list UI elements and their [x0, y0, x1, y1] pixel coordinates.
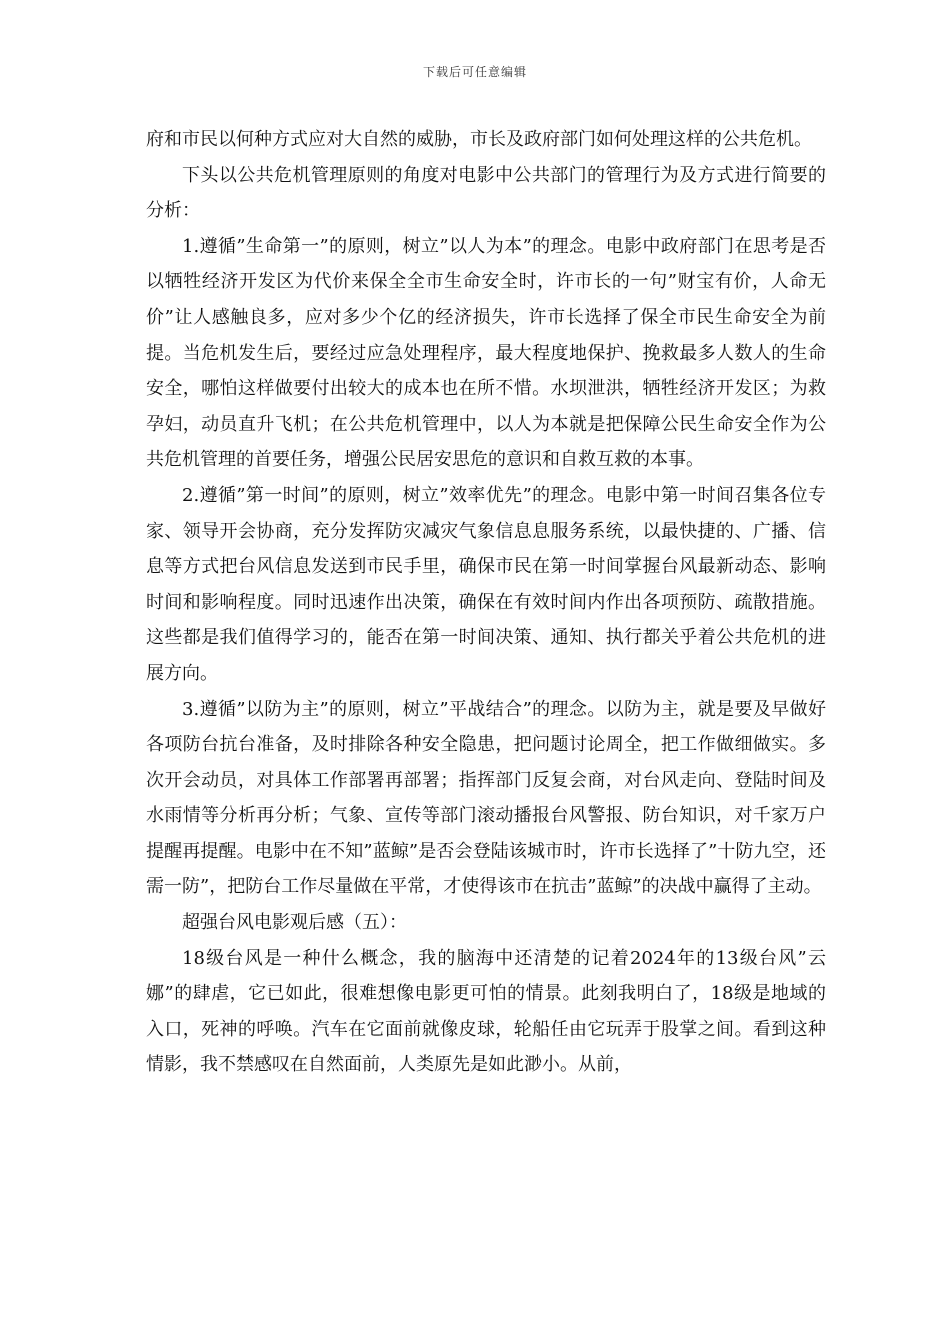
- section-heading: 超强台风电影观后感（五）：: [182, 912, 407, 934]
- document-body: [146, 122, 826, 1083]
- paragraph-point-1: 1.遵循”生命第一”的原则，树立”以人为本”的理念。电影中政府部门在思考是否以牺牲经济开发区为代价来保全全市生命安全时，许市长的一句”财宝有价，人命无价”让人感触良多，应对多少个亿的经济损失，许市长选择了保全市民生命安全为前提。当危机发生后，要经过应急处理程序，最大程度地保护、挽救最多人数人的生命安全，哪怕这样做要付出较大的成本也在所不惜。水坝泄洪，牺牲经济开发区；为救孕妇，动员直升飞机；在公共危机管理中，以人为本就是把保障公民生命安全作为公共危机管理的首要任务，增强公民居安思危的意识和自救互救的本事。: [146, 235, 826, 471]
- paragraph-point-3: 3.遵循”以防为主”的原则，树立”平战结合”的理念。以防为主，就是要及早做好各项防台抗台准备，及时排除各种安全隐患，把问题讨论周全，把工作做细做实。多次开会动员，对具体工作部署再部署；指挥部门反复会商，对台风走向、登陆时间及水雨情等分析再分析；气象、宣传等部门滚动播报台风警报、防台知识，对千家万户提醒再提醒。电影中在不知”蓝鲸”是否会登陆该城市时，许市长选择了”十防九空，还需一防”，把防台工作尽量做在平常，才使得该市在抗击”蓝鲸”的决战中赢得了主动。: [146, 698, 826, 898]
- paragraph-intro: 下头以公共危机管理原则的角度对电影中公共部门的管理行为及方式进行简要的分析：: [146, 164, 826, 222]
- paragraph-review: 18级台风是一种什么概念，我的脑海中还清楚的记着2024年的13级台风”云娜”的肆虐，它已如此，很难想像电影更可怕的情景。此刻我明白了，18级是地域的入口，死神的呼唤。汽车在它面前就像皮球，轮船任由它玩弄于股掌之间。看到这种情影，我不禁感叹在自然面前，人类原先是如此渺小。从前，: [146, 947, 826, 1076]
- paragraph-continuation: 府和市民以何种方式应对大自然的威胁，市长及政府部门如何处理这样的公共危机。: [146, 129, 812, 150]
- page-header: 下载后可任意编辑: [422, 65, 527, 79]
- paragraph-point-2: 2.遵循”第一时间”的原则，树立”效率优先”的理念。电影中第一时间召集各位专家、领导开会协商，充分发挥防灾减灾气象信息息服务系统，以最快捷的、广播、信息等方式把台风信息发送到市民手里，确保市民在第一时间掌握台风最新动态、影响时间和影响程度。同时迅速作出决策，确保在有效时间内作出各项预防、疏散措施。这些都是我们值得学习的，能否在第一时间决策、通知、执行都关乎着公共危机的进展方向。: [146, 484, 826, 684]
